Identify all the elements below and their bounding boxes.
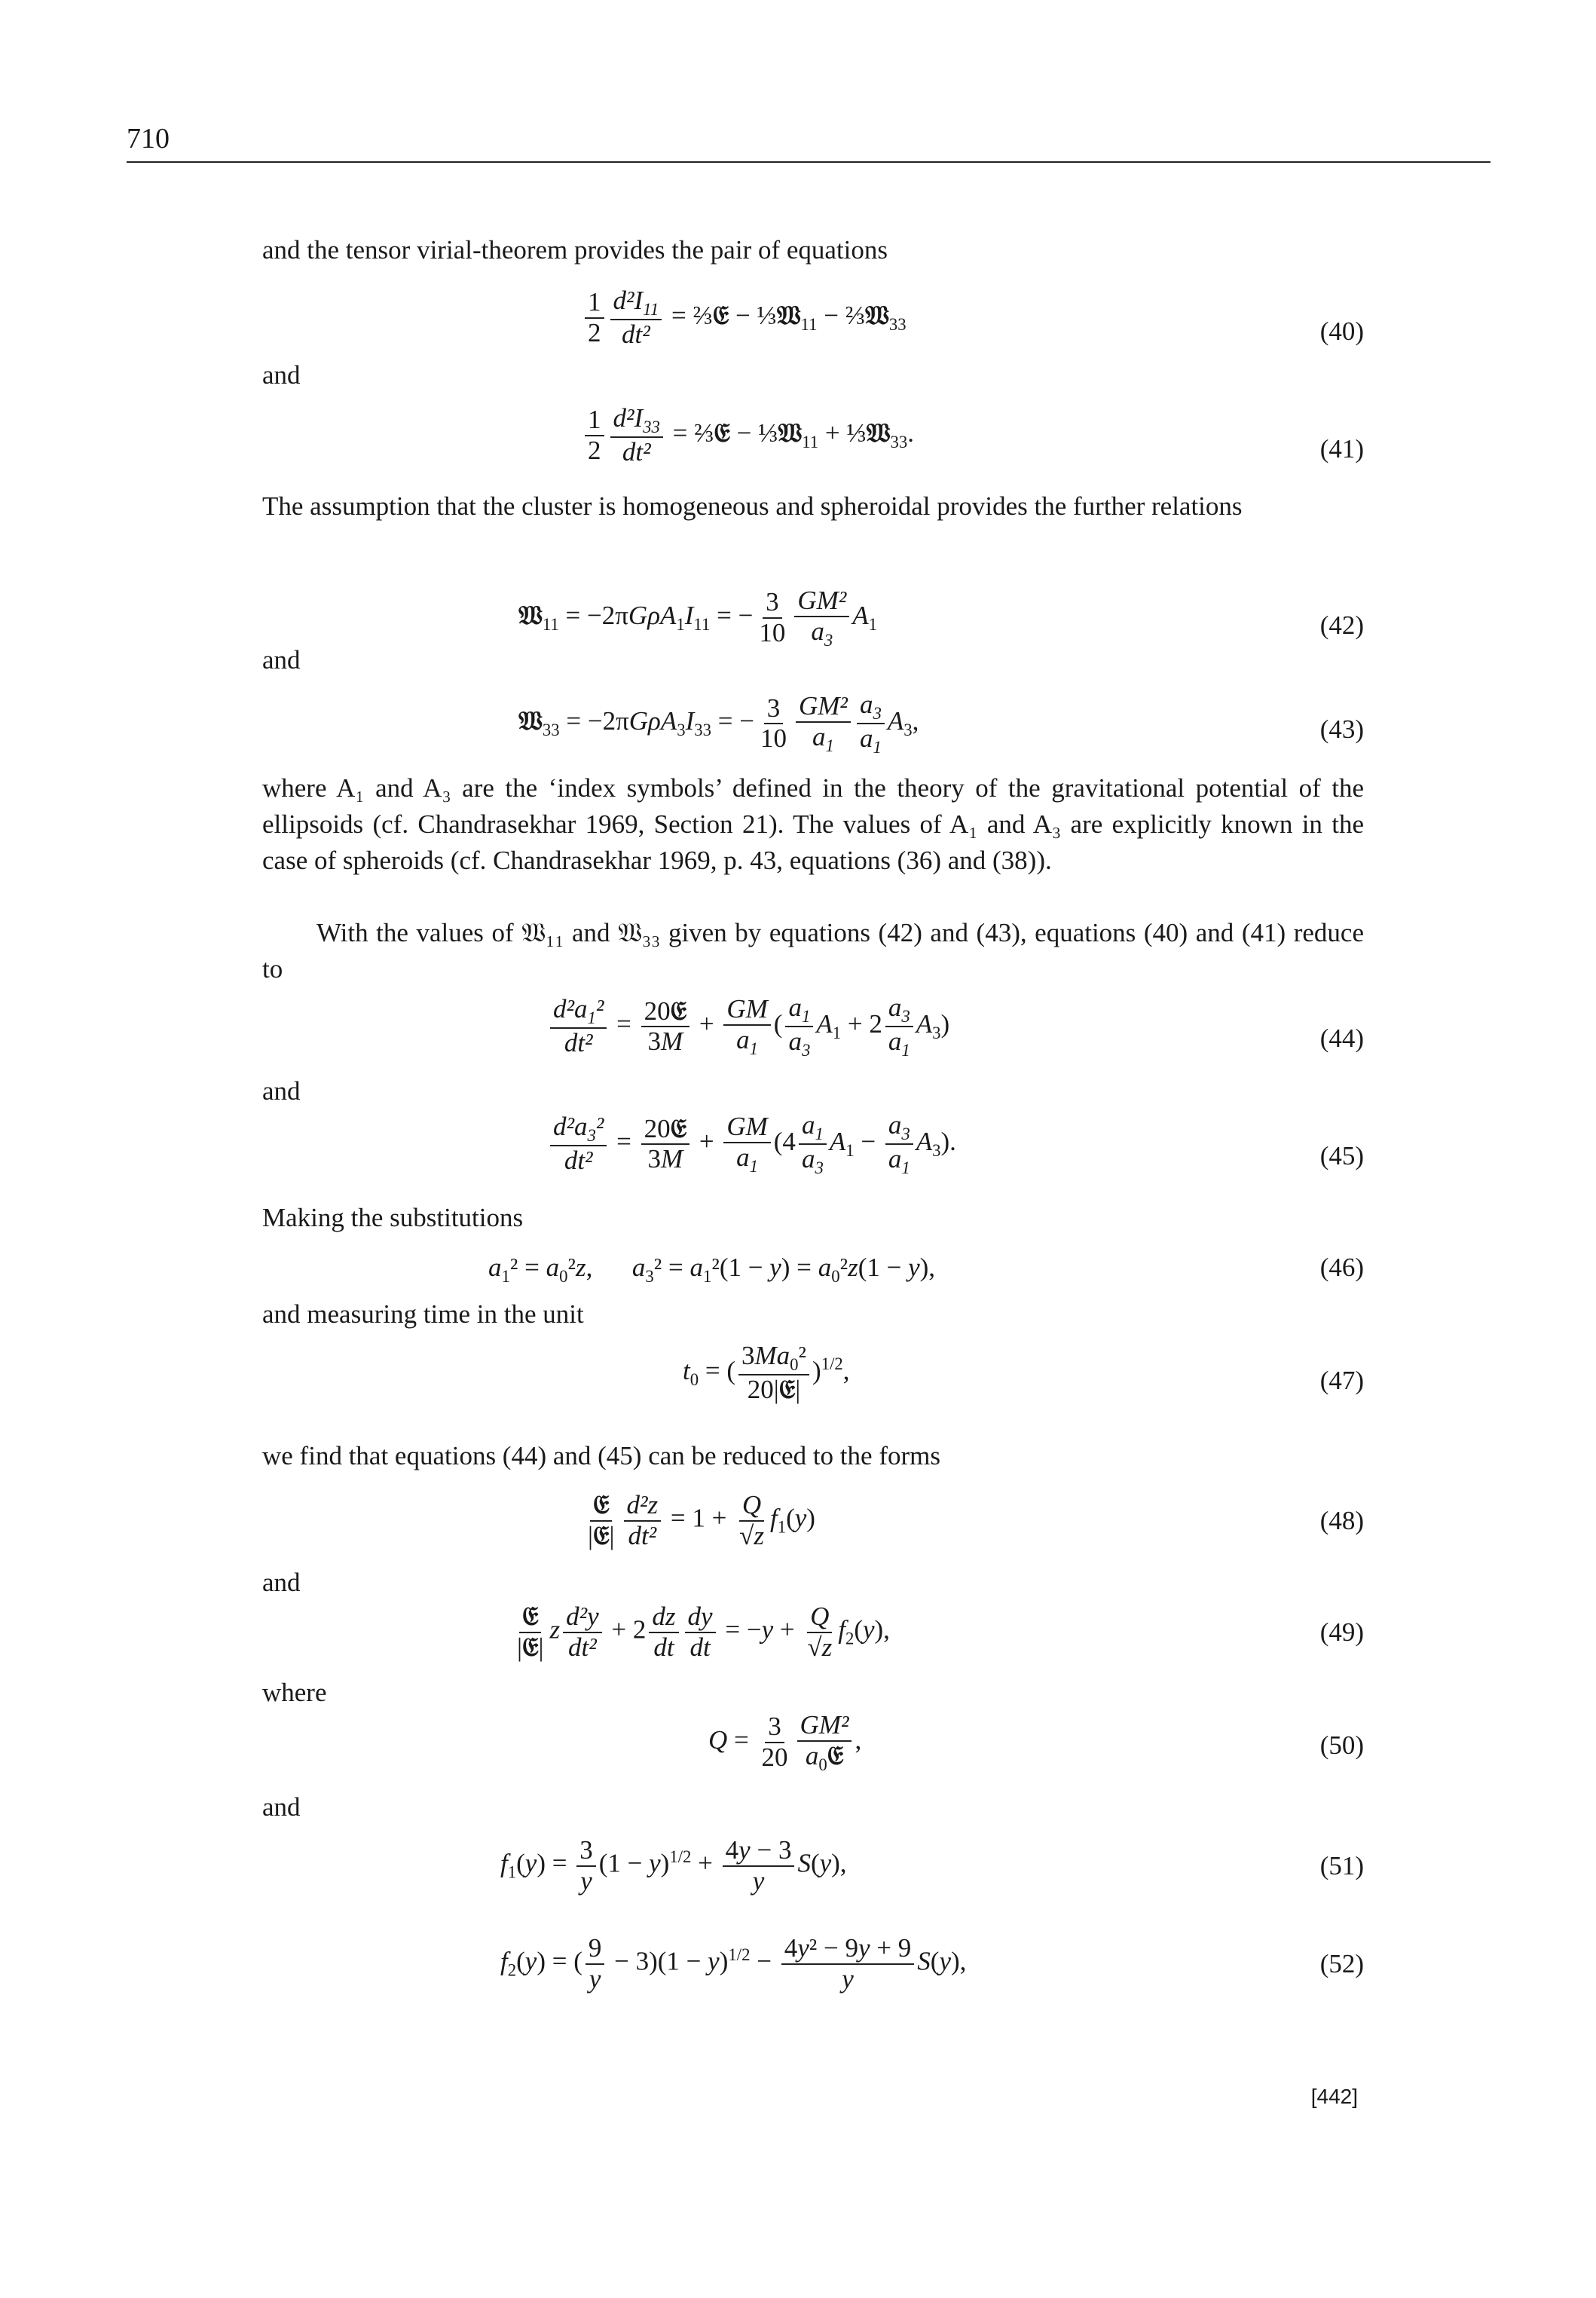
equation-45: $\frac{d^2a_3^2}{\text{dt²}}$ = $\frac{\text{20𝔈}}{3M}$ + $\frac{GM}{a_1}$ (4 $\frac{a_1}{a_3}$ $A_1$ − $\frac{a_3}{a_1}$ $A_3$). — [547, 1111, 956, 1177]
equation-42: 𝔚$_{11}$ = $-2\pi G\rho A_1I_{11}$ = − $\frac{3}{10}$ $\frac{\text{GM²}}{a_3}$ $A_1$ — [518, 586, 878, 650]
equation-number-44: (44) — [1319, 1024, 1364, 1053]
equation-number-49: (49) — [1319, 1617, 1364, 1647]
header-rule — [127, 161, 1491, 163]
equation-44: $\frac{d^2a_1^2}{\text{dt²}}$ = $\frac{\text{20𝔈}}{3M}$ + $\frac{GM}{a_1}$ ( $\frac{a_1}{a_3}$ $A_1 + 2$ $\frac{a_3}{a_1}$ $A_3$) — [547, 993, 949, 1060]
equation-number-41: (41) — [1319, 434, 1364, 464]
paragraph-reduce: With the values of 𝔚₁₁ and 𝔚₃₃ given by equations (42) and (43), equations (40) and (41) reduce to — [262, 918, 1364, 984]
connector-and: and — [262, 645, 301, 675]
equation-number-48: (48) — [1319, 1506, 1364, 1535]
paragraph-index-symbols: where A₁ and A₃ are the ‘index symbols’ defined in the theory of the gravitational potential of the ellipsoids (cf. Chandrasekhar 1969, Section 21). The values of A₁ and A₃ are explicitly known in the case of spheroids (cf. Chandrasekhar 1969, p. 43, equations (36) and (38)). — [262, 773, 1364, 875]
equation-number-46: (46) — [1319, 1253, 1364, 1282]
equation-number-47: (47) — [1319, 1366, 1364, 1395]
equation-48: $\frac{\text{𝔈}}{\text{|𝔈|}}$ $\frac{\text{d²z}}{\text{dt²}}$ = 1 + $\frac{Q}{√z}$ $f_1(y)$ — [588, 1489, 815, 1551]
paragraph-assumption: The assumption that the cluster is homogeneous and spheroidal provides the further relations — [262, 491, 1243, 521]
paragraph-time-unit: and measuring time in the unit — [262, 1299, 584, 1329]
paragraph-substitutions: Making the substitutions — [262, 1203, 524, 1232]
connector-and: and — [262, 360, 301, 390]
equation-number-43: (43) — [1319, 714, 1364, 744]
equation-43: 𝔚$_{33}$ = $-2\pi G\rho A_3I_{33}$ = − $\frac{3}{10}$ $\frac{\text{GM²}}{a_1}$ $\frac{a_3}{a_1}$ $A_3$, — [518, 690, 919, 757]
equation-40: $\frac{1}{2}$ $\frac{d^2I_{11}}{\text{dt²}}$ = ⅔𝔈 − ⅓𝔚$_{11}$ − ⅔𝔚$_{33}$ — [582, 286, 907, 350]
connector-where: where — [262, 1678, 327, 1707]
paragraph-forms: we find that equations (44) and (45) can be reduced to the forms — [262, 1441, 940, 1470]
page-tag: [442] — [1310, 2085, 1358, 2108]
equation-number-40: (40) — [1319, 317, 1364, 346]
paragraph-intro: and the tensor virial-theorem provides the pair of equations — [262, 235, 888, 265]
equation-49: $\frac{\text{𝔈}}{\text{|𝔈|}}$ z $\frac{\text{d²y}}{\text{dt²}}$ + 2 $\frac{dz}{dt}$ $\frac{dy}{dt}$ = −y + $\frac{Q}{√z}$ $f_2(y)$, — [517, 1601, 890, 1663]
equation-number-42: (42) — [1319, 610, 1364, 640]
equation-46: $a_1^2 = a_0^2z$, $a_3^2 = a_1^2(1 - y) = a_0^2z(1 - y)$, — [488, 1253, 936, 1286]
connector-and: and — [262, 1568, 301, 1597]
page-number: 710 — [127, 123, 170, 155]
equation-51: $f_1(y)$ = $\frac{3}{y}$ $(1 - y)^{1/2}$ + $\frac{4y - 3}{y}$ S(y), — [500, 1835, 847, 1896]
equation-47: $t_0$ = ( $\frac{3Ma_0^2}{\text{20|𝔈|}}$ )$^{1/2}$, — [683, 1341, 850, 1406]
connector-and: and — [262, 1076, 301, 1106]
equation-52: $f_2(y)$ = ( $\frac{9}{y}$ − $3)(1 - y)^{1/2}$ − $\frac{\text{4y² − 9y + 9}}{y}$ S(y), — [500, 1933, 967, 1994]
equation-41: $\frac{1}{2}$ $\frac{d^2I_{33}}{\text{dt²}}$ = ⅔𝔈 − ⅓𝔚$_{11}$ + ⅓𝔚$_{33}$. — [582, 404, 914, 467]
equation-50: Q = $\frac{3}{20}$ $\frac{\text{GM²}}{a_0𝔈}$ , — [708, 1710, 862, 1774]
equation-number-50: (50) — [1319, 1730, 1364, 1760]
equation-number-52: (52) — [1319, 1949, 1364, 1978]
equation-number-51: (51) — [1319, 1851, 1364, 1880]
connector-and: and — [262, 1792, 301, 1822]
equation-number-45: (45) — [1319, 1141, 1364, 1170]
